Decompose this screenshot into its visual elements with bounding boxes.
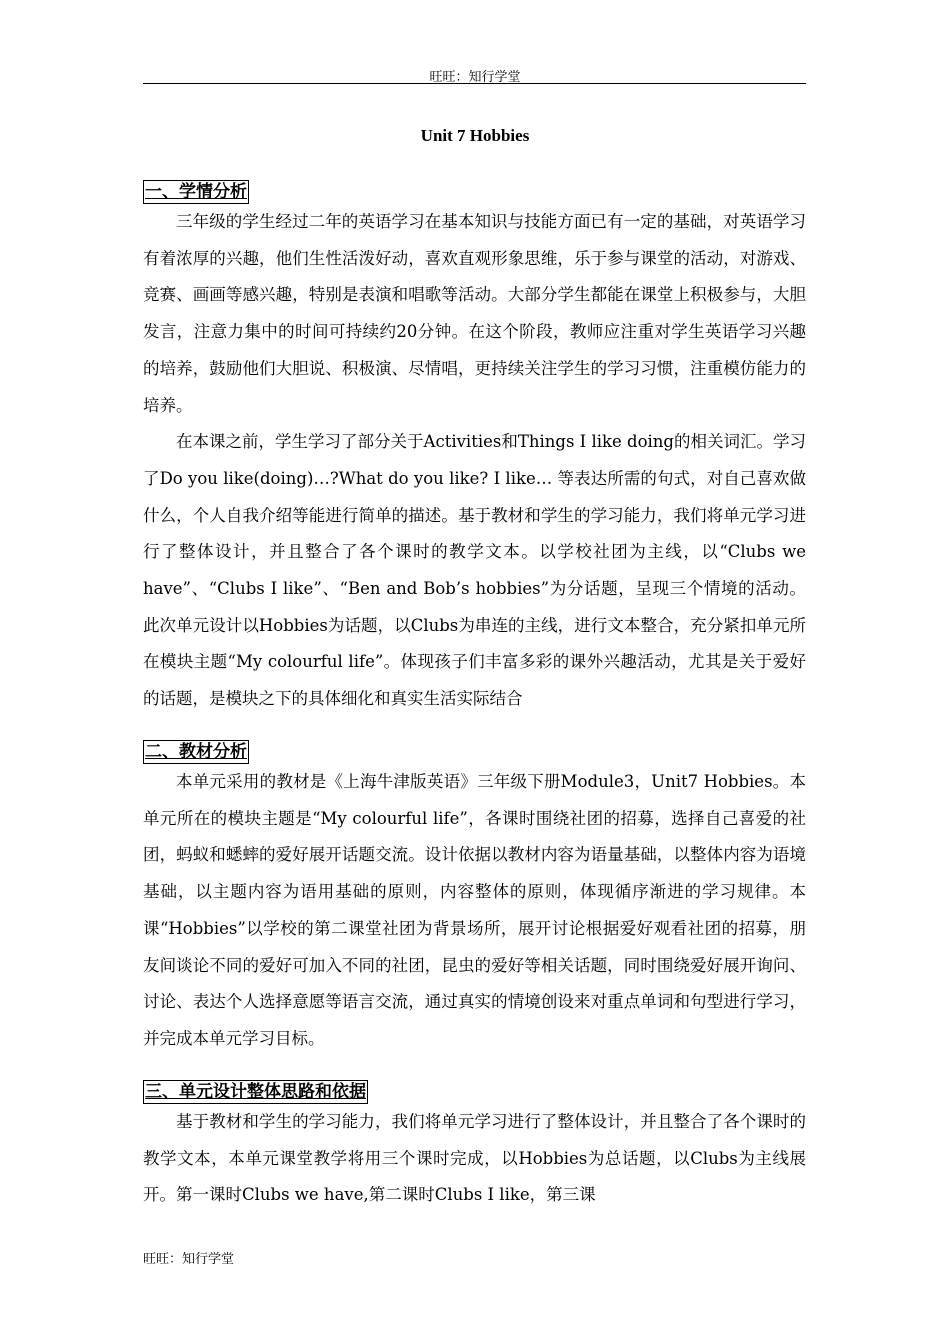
paragraph: 基于教材和学生的学习能力，我们将单元学习进行了整体设计，并且整合了各个课时的教学文本，本单元课堂教学将用三个课时完成，以Hobbies为总话题，以Clubs为主线展开。第一课时Clubs we have,第二课时Clubs I like，第三课 <box>143 1112 806 1205</box>
paragraph: 三年级的学生经过二年的英语学习在基本知识与技能方面已有一定的基础，对英语学习有着浓厚的兴趣，他们生性活泼好动，喜欢直观形象思维，乐于参与课堂的活动，对游戏、竞赛、画画等感兴趣，特别是表演和唱歌等活动。大部分学生都能在课堂上积极参与，大胆发言，注意力集中的时间可持续约20分钟。在这个阶段，教师应注重对学生英语学习兴趣的培养，鼓励他们大胆说、积极演、尽情唱，更持续关注学生的学习习惯，注重模仿能力的培养。 <box>143 212 806 415</box>
paragraph: 在本课之前，学生学习了部分关于Activities和Things I like doing的相关词汇。学习了Do you like(doing)…?What do you like? I like… 等表达所需的句式，对自己喜欢做什么，个人自我介绍等能进行简单的描述。基于教材和学生的学习能力，我们将单元学习进行了整体设计，并且整合了各个课时的教学文本。以学校社团为主线，以“Clubs we have”、“Clubs I like”、“Ben and Bob’s hobbies”为分话题，呈现三个情境的活动。此次单元设计以Hobbies为话题，以Clubs为串连的主线，进行文本整合，充分紧扣单元所在模块主题“My colourful life”。体现孩子们丰富多彩的课外兴趣活动，尤其是关于爱好的话题，是模块之下的具体细化和真实生活实际结合 <box>143 432 806 709</box>
section-heading: 三、单元设计整体思路和依据 <box>145 1082 366 1102</box>
section-heading: 一、学情分析 <box>145 182 247 202</box>
paragraph: 本单元采用的教材是《上海牛津版英语》三年级下册Module3，Unit7 Hobbies。本单元所在的模块主题是“My colourful life”，各课时围绕社团的招募，选择自己喜爱的社团，蚂蚁和蟋蟀的爱好展开话题交流。设计依据以教材内容为语量基础，以整体内容为语境基础，以主题内容为语用基础的原则，内容整体的原则，体现循序渐进的学习规律。本课“Hobbies”以学校的第二课堂社团为背景场所，展开讨论根据爱好观看社团的招募，朋友间谈论不同的爱好可加入不同的社团，昆虫的爱好等相关话题，同时围绕爱好展开询问、讨论、表达个人选择意愿等语言交流，通过真实的情境创设来对重点单词和句型进行学习，并完成本单元学习目标。 <box>143 772 806 1048</box>
section-design-rationale <box>143 1080 806 1214</box>
header-rule <box>143 83 806 84</box>
section-learner-analysis <box>143 180 806 718</box>
section-material-analysis <box>143 740 806 1058</box>
page-header: 旺旺：知行学堂 <box>429 70 521 85</box>
page-footer: 旺旺：知行学堂 <box>143 1252 235 1267</box>
document-title: Unit 7 Hobbies <box>420 126 530 145</box>
section-heading: 二、教材分析 <box>145 742 247 762</box>
